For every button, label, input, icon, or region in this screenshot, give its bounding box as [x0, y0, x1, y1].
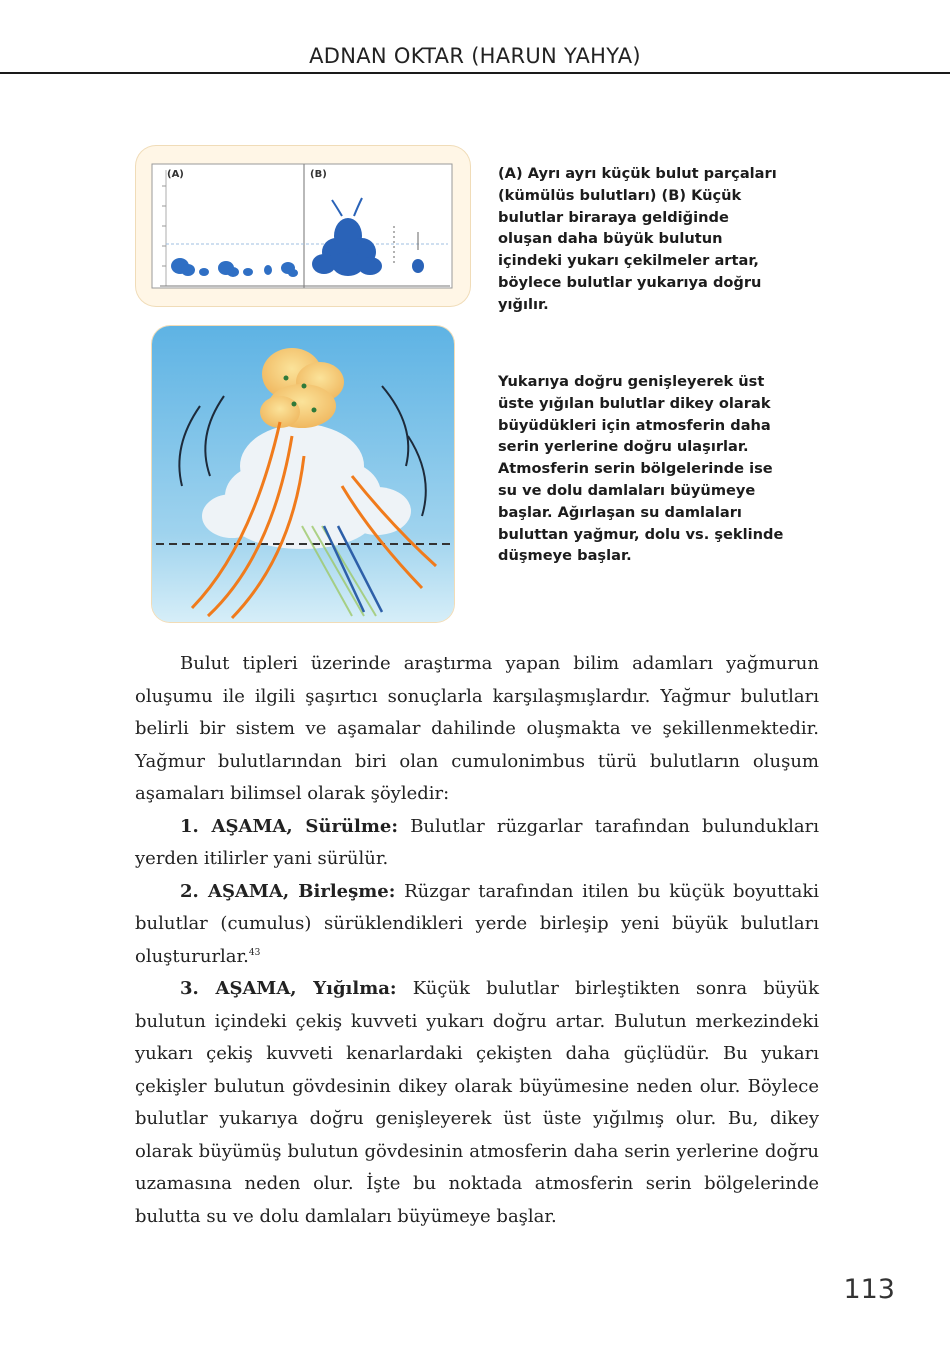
stage2-paragraph — [135, 876, 819, 974]
figure2-caption: Yukarıya doğru genişleyerek üst üste yığılan bulutlar dikey olarak büyüdükleri için atmosferin daha serin yerlerine doğru ulaşırlar. Atmosferin serin bölgelerinde ise su ve dolu damlaları büyümeye başlar. Ağırlaşan su damlaları buluttan yağmur, dolu vs. şeklinde düşmeye başlar. — [498, 373, 784, 565]
page-header-title: ADNAN OKTAR (HARUN YAHYA) — [309, 44, 641, 68]
intro-paragraph: Bulut tipleri üzerinde araştırma yapan bilim adamları yağmurun oluşumu ile ilgili şaşırtıcı sonuçlarla karşılaşmışlardır. Yağmur bulutları belirli bir sistem ve aşamalar dahilinde oluşmakta ve şekillenmektedir. Yağmur bulutlarından biri olan cumulonimbus türü bulutların oluşum aşamaları bilimsel olarak şöyledir: — [135, 653, 819, 804]
figure-cumulus-diagram — [136, 146, 470, 306]
figure1-caption: (A) Ayrı ayrı küçük bulut parçaları (kümülüs bulutları) (B) Küçük bulutlar biraraya geldiğinde oluşan daha büyük bulutun içindeki yukarı çekilmeler artar, böylece bulutlar yukarıya doğru yığılır. — [498, 165, 777, 313]
stage1-paragraph — [135, 811, 819, 876]
stage1-title: 1. AŞAMA, Sürülme: — [180, 815, 398, 837]
stage3-paragraph — [135, 973, 819, 1233]
stage3-text: Küçük bulutlar birleştikten sonra büyük bulutun içindeki çekiş kuvveti yukarı doğru artar. Bulutun merkezindeki yukarı çekiş kuvveti kenarlardaki çekişten daha güçlüdür. Bu yukarı çekişler bulutun gövdesinin dikey olarak büyümesine neden olur. Böylece bulutlar yukarıya doğru genişleyerek üst üste yığılmış olur. Bu, dikey olarak büyümüş bulutun gövdesinin atmosferin daha serin yerlerine doğru uzamasına neden olur. İşte bu noktada atmosferin serin bölgelerinde bulutta su ve dolu damlaları büyümeye başlar. — [135, 978, 819, 1227]
stage1-text: Bulutlar rüzgarlar tarafından bulundukları yerden itilirler yani sürülür. — [135, 815, 819, 869]
diagram-label-a: (A) — [167, 169, 184, 180]
diagram-label-b: (B) — [310, 169, 327, 180]
header-divider — [0, 72, 950, 74]
stage2-title: 2. AŞAMA, Birleşme: — [180, 880, 396, 902]
stage2-text: Rüzgar tarafından itilen bu küçük boyuttaki bulutlar (cumulus) sürüklendikleri yerde birleşip yeni büyük bulutları oluştururlar. — [135, 880, 820, 967]
footnote-ref: 43 — [248, 947, 261, 958]
body-text — [135, 648, 819, 1233]
page-number: 113 — [843, 1274, 895, 1305]
cumulus-diagram-illustration — [136, 146, 470, 306]
figure-cumulonimbus-illustration — [152, 326, 454, 622]
cumulonimbus-illustration — [152, 326, 454, 622]
stage3-title: 3. AŞAMA, Yığılma: — [180, 978, 397, 999]
